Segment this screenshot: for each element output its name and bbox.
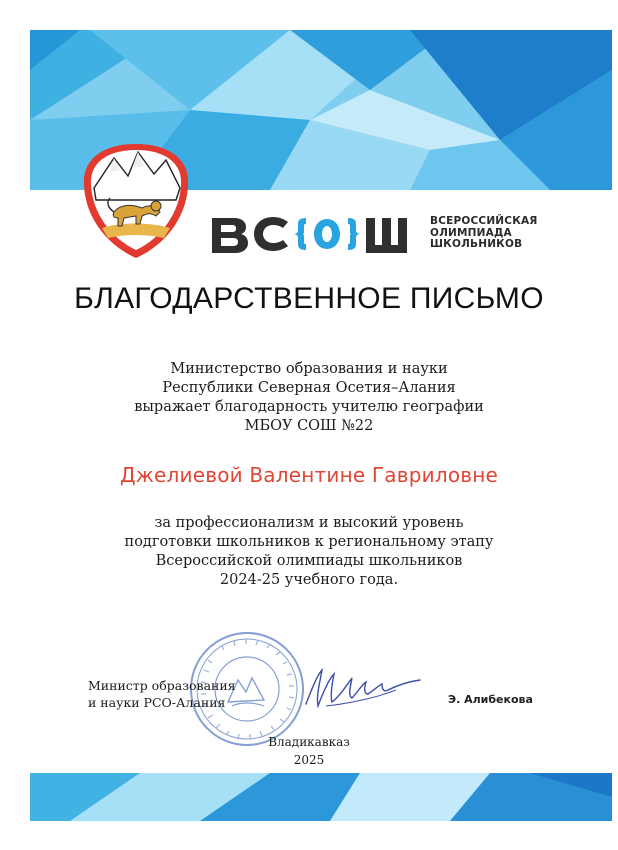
signatory-position <box>88 677 236 711</box>
reason-line: Всероссийской олимпиады школьников <box>155 553 463 569</box>
intro-paragraph <box>0 360 618 436</box>
reason-line: за профессионализм и высокий уровень <box>154 515 464 531</box>
vsosh-subtitle-line: ШКОЛЬНИКОВ <box>430 238 523 250</box>
crest-icon <box>80 142 192 260</box>
place: Владикавказ <box>268 735 350 749</box>
place-and-date <box>0 733 618 769</box>
year: 2025 <box>293 753 325 767</box>
reason-line: подготовки школьников к региональному этапу <box>124 534 494 550</box>
signer-name: Э. Алибекова <box>448 693 533 706</box>
intro-line: МБОУ СОШ №22 <box>244 418 374 434</box>
position-line: и науки РСО-Алания <box>88 695 226 710</box>
recipient-name: Джелиевой Валентине Гавриловне <box>119 463 499 487</box>
vsosh-subtitle-line: ОЛИМПИАДА <box>430 226 512 239</box>
vsosh-brand-lettering <box>212 217 407 253</box>
position-line: Министр образования <box>88 678 236 693</box>
vsosh-subtitle-line: ВСЕРОССИЙСКАЯ <box>430 215 538 227</box>
bottom-decorative-band <box>30 773 612 821</box>
intro-line: Министерство образования и науки <box>170 361 448 377</box>
intro-line: Республики Северная Осетия–Алания <box>162 380 456 396</box>
signature-icon <box>296 660 426 720</box>
intro-line: выражает благодарность учителю географии <box>134 399 484 415</box>
reason-line: 2024-25 учебного года. <box>219 572 399 588</box>
document-title: БЛАГОДАРСТВЕННОЕ ПИСЬМО <box>74 282 544 315</box>
vsosh-subtitle <box>430 216 538 251</box>
reason-paragraph <box>0 514 618 590</box>
